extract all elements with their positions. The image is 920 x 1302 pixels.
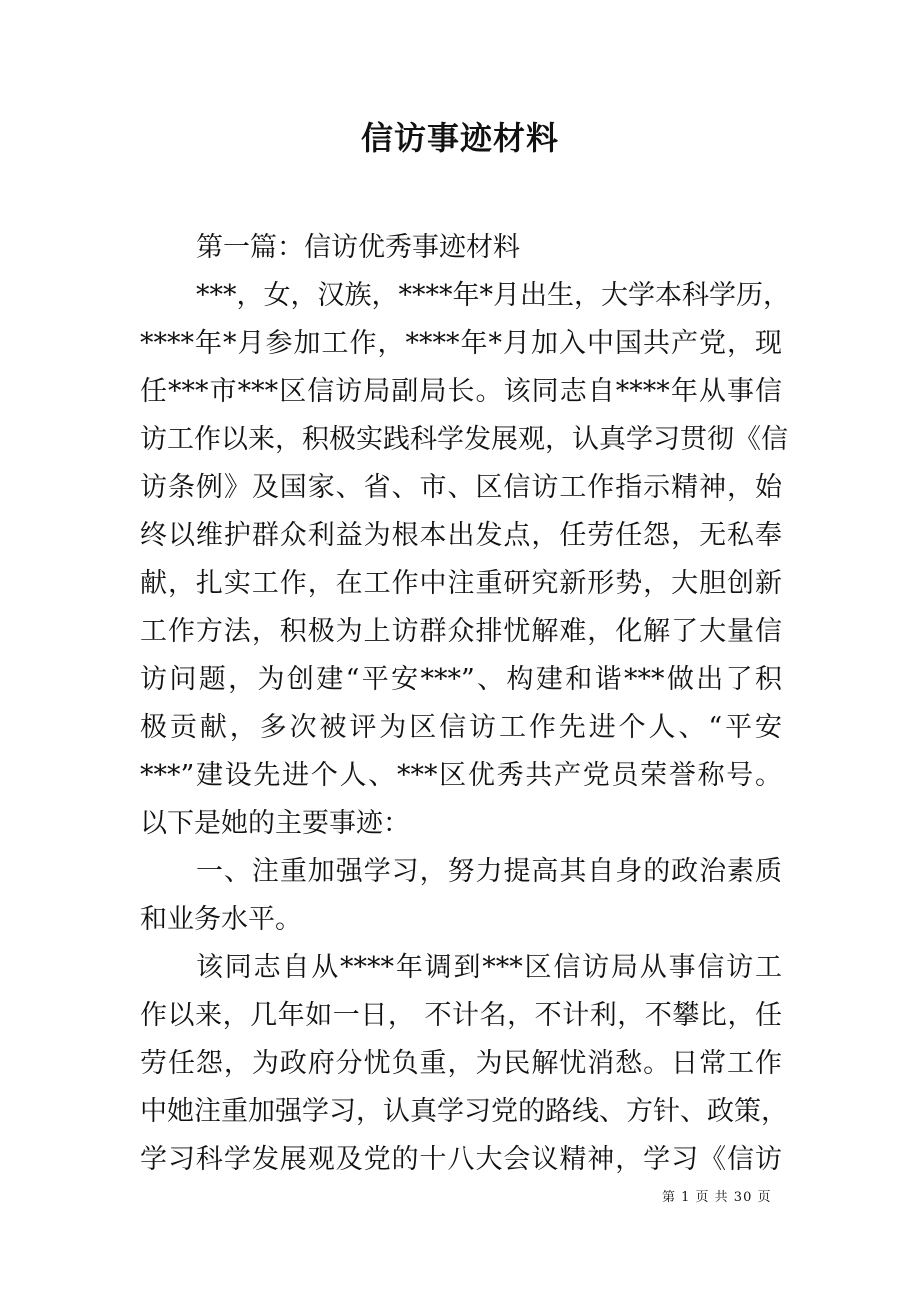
section-heading: 第一篇：信访优秀事迹材料 [196, 232, 520, 263]
section-item-heading: 和业务水平。 [140, 904, 302, 935]
body-line: 该同志自从****年调到***区信访局从事信访工 [196, 952, 782, 983]
body-line: 中她注重加强学习，认真学习党的路线、方针、政策， [140, 1096, 788, 1127]
body-line: 以下是她的主要事迹： [140, 808, 410, 839]
body-line: 访条例》及国家、省、市、区信访工作指示精神，始 [140, 472, 782, 503]
body-line: 访工作以来，积极实践科学发展观，认真学习贯彻《信 [140, 424, 788, 455]
body-line: 工作方法，积极为上访群众排忧解难，化解了大量信 [140, 616, 782, 647]
body-line: 任***市***区信访局副局长。该同志自****年从事信 [140, 376, 782, 407]
section-item-heading: 一、注重加强学习，努力提高其自身的政治素质 [196, 856, 782, 887]
body-line: 访问题，为创建“平安***”、构建和谐***做出了积 [140, 664, 782, 695]
body-line: ***，女，汉族，****年*月出生，大学本科学历， [196, 280, 790, 311]
document-title: 信访事迹材料 [360, 119, 559, 157]
body-line: 作以来，几年如一日， 不计名，不计利，不攀比，任 [140, 1000, 782, 1031]
body-line: 终以维护群众利益为根本出发点，任劳任怨，无私奉 [140, 520, 782, 551]
body-line: 献，扎实工作，在工作中注重研究新形势，大胆创新 [140, 568, 782, 599]
body-line: ****年*月参加工作，****年*月加入中国共产党，现 [140, 328, 782, 359]
body-line: 劳任怨，为政府分忧负重，为民解忧消愁。日常工作 [140, 1048, 782, 1079]
body-line: 极贡献，多次被评为区信访工作先进个人、“平安 [140, 712, 782, 743]
body-line: ***”建设先进个人、***区优秀共产党员荣誉称号。 [140, 760, 782, 791]
page-number: 第 1 页 共 30 页 [662, 1190, 772, 1205]
body-line: 学习科学发展观及党的十八大会议精神，学习《信访 [140, 1144, 782, 1175]
